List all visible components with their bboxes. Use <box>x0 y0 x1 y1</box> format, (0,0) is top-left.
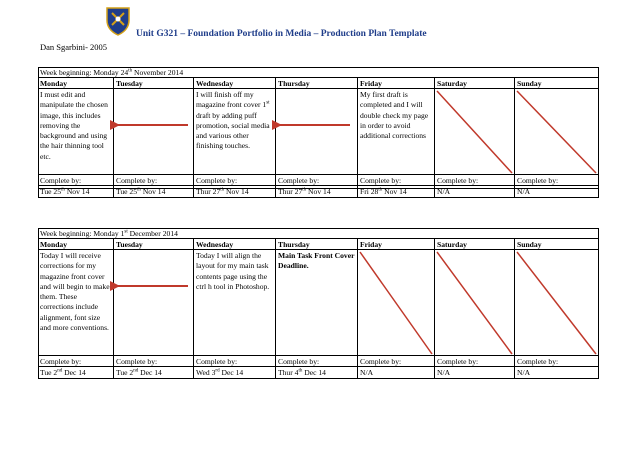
header-sunday: Sunday <box>515 239 599 250</box>
header-friday: Friday <box>358 239 435 250</box>
header-monday: Monday <box>38 239 114 250</box>
complete-by-label: Complete by: <box>194 175 276 186</box>
complete-by-label: Complete by: <box>515 356 599 367</box>
task-monday: Today I will receive corrections for my magazine front cover and will begin to make them. These corrections include alignment, font size and more conventions. <box>38 250 114 356</box>
date-saturday: N/A <box>435 186 515 198</box>
school-crest-icon <box>104 6 132 36</box>
header-wednesday: Wednesday <box>194 78 276 89</box>
document-title: Unit G321 – Foundation Portfolio in Media – Production Plan Template <box>136 29 427 39</box>
date-sunday: N/A <box>515 186 599 198</box>
task-friday: My first draft is completed and I will double check my page in order to avoid additional corrections <box>358 89 435 175</box>
date-monday: Tue 25th Nov 14 <box>38 186 114 198</box>
header-tuesday: Tuesday <box>114 239 194 250</box>
complete-by-label: Complete by: <box>38 356 114 367</box>
date-tuesday: Tue 25th Nov 14 <box>114 186 194 198</box>
complete-by-label: Complete by: <box>114 356 194 367</box>
date-tuesday: Tue 2nd Dec 14 <box>114 367 194 379</box>
date-wednesday: Thur 27th Nov 14 <box>194 186 276 198</box>
complete-by-label: Complete by: <box>114 175 194 186</box>
complete-by-label: Complete by: <box>276 356 358 367</box>
header-tuesday: Tuesday <box>114 78 194 89</box>
date-monday: Tue 2nd Dec 14 <box>38 367 114 379</box>
complete-by-label: Complete by: <box>515 175 599 186</box>
date-thursday: Thur 4th Dec 14 <box>276 367 358 379</box>
complete-by-label: Complete by: <box>358 356 435 367</box>
task-monday: I must edit and manipulate the chosen image, this includes removing the background and using the hair thinning tool etc. <box>38 89 114 175</box>
complete-by-label: Complete by: <box>276 175 358 186</box>
date-friday: N/A <box>358 367 435 379</box>
header-sunday: Sunday <box>515 78 599 89</box>
date-sunday: N/A <box>515 367 599 379</box>
complete-by-label: Complete by: <box>358 175 435 186</box>
header-thursday: Thursday <box>276 239 358 250</box>
header-wednesday: Wednesday <box>194 239 276 250</box>
complete-by-label: Complete by: <box>194 356 276 367</box>
complete-by-label: Complete by: <box>38 175 114 186</box>
author-line: Dan Sgarbini- 2005 <box>40 42 108 52</box>
complete-by-label: Complete by: <box>435 175 515 186</box>
task-wednesday: I will finish off my magazine front cover 1st draft by adding puff promotion, social media and various other finishing touches. <box>194 89 276 175</box>
week-2-label: Week beginning: Monday 1st December 2014 <box>38 228 599 239</box>
task-wednesday: Today I will align the layout for my main task contents page using the ctrl h tool in Photoshop. <box>194 250 276 356</box>
header-saturday: Saturday <box>435 239 515 250</box>
week-1-label: Week beginning: Monday 24th November 2014 <box>38 67 599 78</box>
date-friday: Fri 28th Nov 14 <box>358 186 435 198</box>
header-saturday: Saturday <box>435 78 515 89</box>
header-monday: Monday <box>38 78 114 89</box>
complete-by-label: Complete by: <box>435 356 515 367</box>
date-wednesday: Wed 3rd Dec 14 <box>194 367 276 379</box>
date-thursday: Thur 27th Nov 14 <box>276 186 358 198</box>
task-thursday: Main Task Front Cover Deadline. <box>276 250 358 356</box>
header-thursday: Thursday <box>276 78 358 89</box>
header-friday: Friday <box>358 78 435 89</box>
date-saturday: N/A <box>435 367 515 379</box>
